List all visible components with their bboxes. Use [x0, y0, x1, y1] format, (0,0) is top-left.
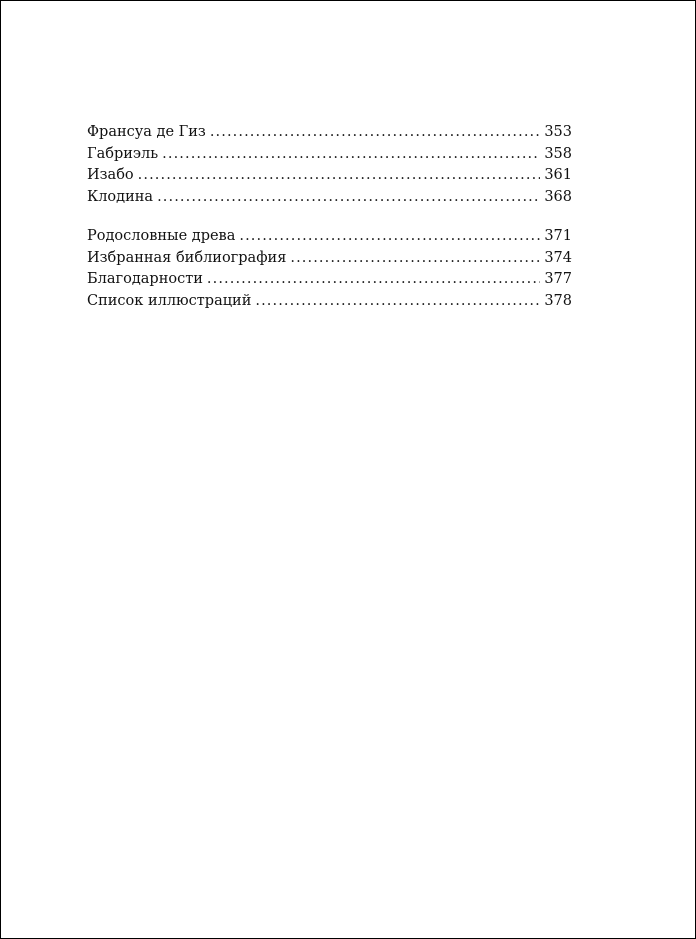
toc-entry: [87, 122, 572, 144]
table-of-contents: [87, 122, 572, 312]
toc-entry-page: 377: [544, 271, 572, 287]
toc-entry-page: 353: [544, 124, 572, 140]
toc-entry-title: Клодина: [87, 188, 154, 205]
toc-entry: [87, 187, 572, 209]
toc-group-chapters: [87, 122, 572, 208]
toc-dot-leader: [239, 226, 540, 248]
toc-group-back-matter: [87, 226, 572, 312]
toc-entry-page: 368: [544, 188, 572, 205]
toc-entry-title: Франсуа де Гиз: [87, 124, 206, 140]
toc-entry: [87, 165, 572, 187]
toc-entry-title: Родословные древа: [87, 228, 236, 244]
toc-entry: [87, 144, 572, 166]
toc-entry: [87, 226, 572, 248]
toc-entry-page: 371: [544, 228, 572, 244]
toc-entry-page: 361: [544, 167, 572, 183]
toc-dot-leader: [210, 122, 540, 144]
toc-dot-leader: [207, 269, 540, 291]
toc-dot-leader: [157, 187, 540, 209]
toc-dot-leader: [255, 291, 540, 313]
toc-entry-title: Избранная библиография: [87, 249, 287, 266]
toc-dot-leader: [162, 144, 540, 166]
toc-entry-title: Список иллюстраций: [87, 292, 252, 309]
toc-entry-title: Изабо: [87, 167, 134, 183]
toc-entry: [87, 269, 572, 291]
toc-entry: [87, 291, 572, 313]
toc-entry-page: 378: [544, 292, 572, 309]
toc-entry-page: 358: [544, 145, 572, 162]
toc-entry-title: Благодарности: [87, 271, 203, 287]
toc-entry-page: 374: [544, 249, 572, 266]
toc-entry: [87, 248, 572, 270]
toc-dot-leader: [290, 248, 540, 270]
toc-entry-title: Габриэль: [87, 145, 159, 162]
toc-dot-leader: [138, 165, 541, 187]
